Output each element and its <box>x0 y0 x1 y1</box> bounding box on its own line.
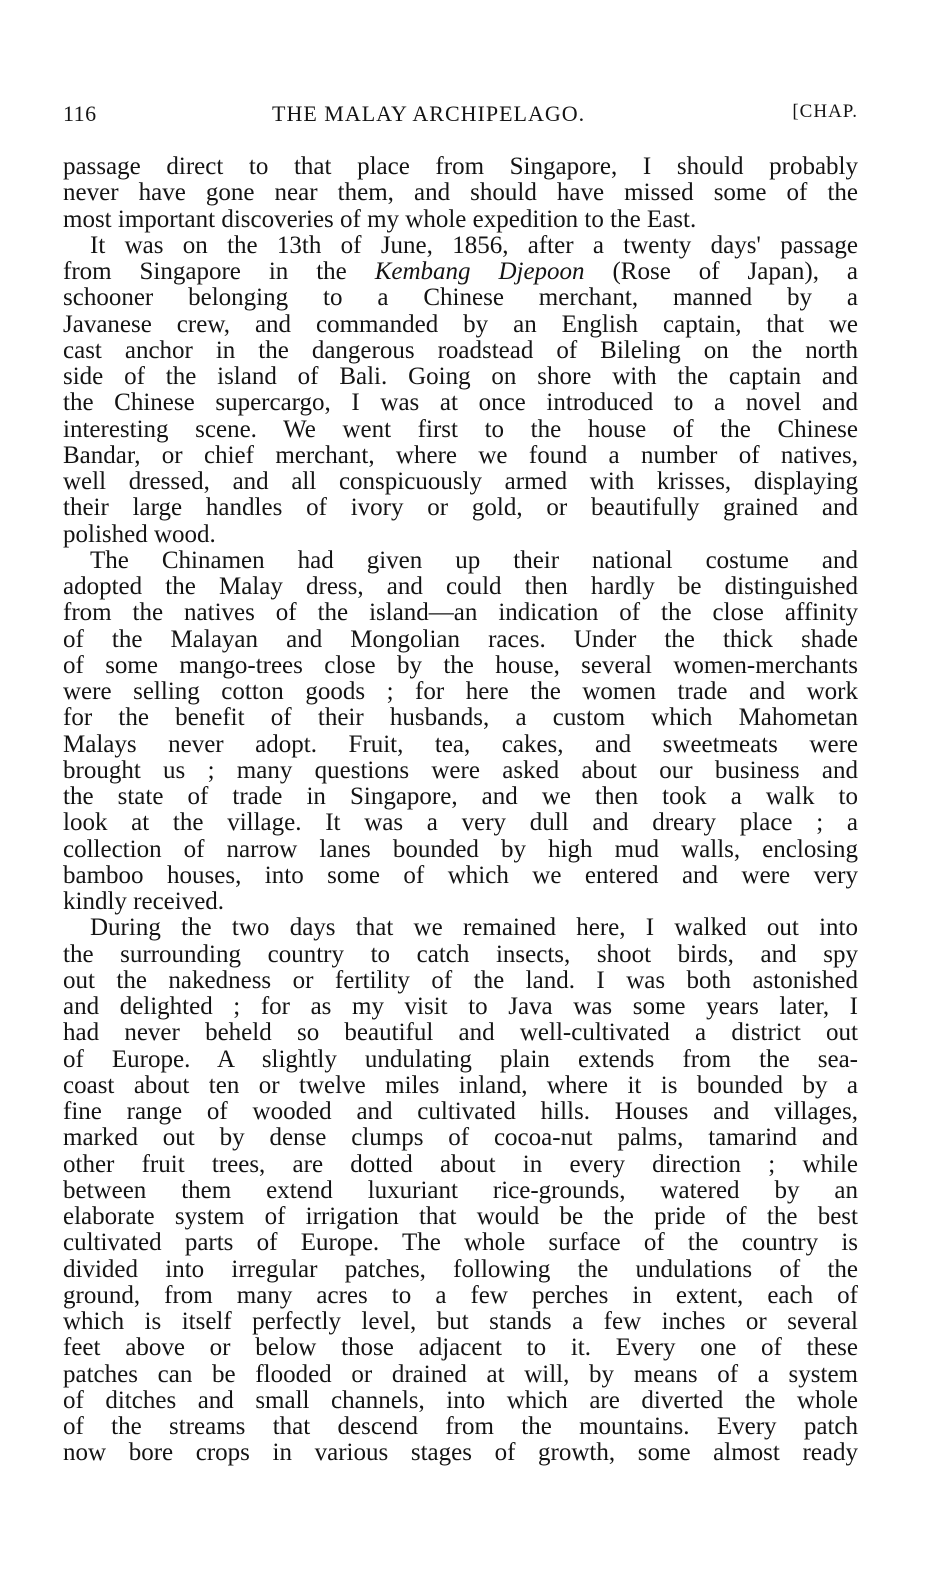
running-title: THE MALAY ARCHIPELAGO. <box>272 101 586 126</box>
text-line: look at the village. It was a very dull and dreary place ; a <box>63 810 858 837</box>
text-line: out the nakedness or fertility of the land. I was both astonished <box>63 967 858 994</box>
text-line: and delighted ; for as my visit to Java was some years later, I <box>63 994 858 1020</box>
text-line: coast about ten or twelve miles inland, where it is bounded by a <box>63 1072 858 1099</box>
running-head <box>63 101 858 131</box>
text-line: the surrounding country to catch insects, shoot birds, and spy <box>63 941 858 968</box>
text-line: were selling cotton goods ; for here the women trade and work <box>63 679 858 705</box>
text-line: interesting scene. We went first to the house of the Chinese <box>63 416 858 443</box>
text-line: well dressed, and all conspicuously armed with krisses, displaying <box>63 469 858 495</box>
text-line: cultivated parts of Europe. The whole surface of the country is <box>63 1230 858 1257</box>
text-line: polished wood. <box>63 521 216 548</box>
body-text <box>63 154 858 1467</box>
text-line: cast anchor in the dangerous roadstead of Bileling on the north <box>63 337 858 364</box>
text-line: The Chinamen had given up their national costume and <box>90 547 858 574</box>
text-line: had never beheld so beautiful and well-cultivated a district out <box>63 1020 858 1047</box>
text-line: the Chinese supercargo, I was at once introduced to a novel and <box>63 390 858 417</box>
text-line: of the streams that descend from the mountains. Every patch <box>63 1414 858 1440</box>
text-line: It was on the 13th of June, 1856, after a twenty days' passage <box>90 232 858 259</box>
text-line: the state of trade in Singapore, and we then took a walk to <box>63 784 858 810</box>
text-line: of some mango-trees close by the house, several women-merchants <box>63 652 858 679</box>
text-line: adopted the Malay dress, and could then hardly be distinguished <box>63 574 858 600</box>
text-line: kindly received. <box>63 889 225 915</box>
text-line: other fruit trees, are dotted about in every direction ; while <box>63 1151 858 1178</box>
text-line: ground, from many acres to a few perches in extent, each of <box>63 1282 858 1309</box>
text-line: elaborate system of irrigation that would be the pride of the best <box>63 1204 858 1230</box>
text-line: divided into irregular patches, following the undulations of the <box>63 1256 858 1283</box>
text-line: patches can be flooded or drained at will, by means of a system <box>63 1361 858 1388</box>
text-line: During the two days that we remained here, I walked out into <box>90 915 858 942</box>
text-line: which is itself perfectly level, but stands a few inches or several <box>63 1309 858 1335</box>
text-line: of ditches and small channels, into which are diverted the whole <box>63 1387 858 1414</box>
text-line: of the Malayan and Mongolian races. Under the thick shade <box>63 626 858 653</box>
text-line: schooner belonging to a Chinese merchant, manned by a <box>63 285 858 312</box>
text-line: their large handles of ivory or gold, or beautifully grained and <box>63 495 858 522</box>
text-line: now bore crops in various stages of growth, some almost ready <box>63 1440 858 1467</box>
text-line: marked out by dense clumps of cocoa-nut palms, tamarind and <box>63 1125 858 1152</box>
text-line: side of the island of Bali. Going on shore with the captain and <box>63 364 858 390</box>
text-line: bamboo houses, into some of which we entered and were very <box>63 862 858 889</box>
text-line: feet above or below those adjacent to it. Every one of these <box>63 1335 858 1362</box>
text-line: of Europe. A slightly undulating plain extends from the sea- <box>63 1046 858 1073</box>
text-line: Malays never adopt. Fruit, tea, cakes, and sweetmeats were <box>63 731 858 758</box>
text-line: fine range of wooded and cultivated hills. Houses and villages, <box>63 1099 858 1125</box>
text-fragment: (Rose of Japan), a <box>584 259 858 285</box>
text-line: for the benefit of their husbands, a custom which Mahometan <box>63 705 858 732</box>
text-line: between them extend luxuriant rice-grounds, watered by an <box>63 1177 858 1204</box>
chapter-marker: [CHAP. <box>792 101 858 122</box>
page-number: 116 <box>63 101 97 126</box>
text-line: never have gone near them, and should have missed some of the <box>63 180 858 207</box>
text-line: Bandar, or chief merchant, where we found a number of natives, <box>63 442 858 469</box>
text-fragment: from Singapore in the <box>63 259 375 285</box>
text-line: Javanese crew, and commanded by an English captain, that we <box>63 311 858 338</box>
text-line-with-ship-name <box>63 259 858 285</box>
text-line: from the natives of the island—an indication of the close affinity <box>63 600 858 627</box>
text-line: brought us ; many questions were asked about our business and <box>63 757 858 784</box>
text-line: passage direct to that place from Singapore, I should probably <box>63 154 858 180</box>
text-line: most important discoveries of my whole expedition to the East. <box>63 206 697 233</box>
text-line: collection of narrow lanes bounded by high mud walls, enclosing <box>63 836 858 863</box>
ship-name: Kembang Djepoon <box>374 259 585 285</box>
